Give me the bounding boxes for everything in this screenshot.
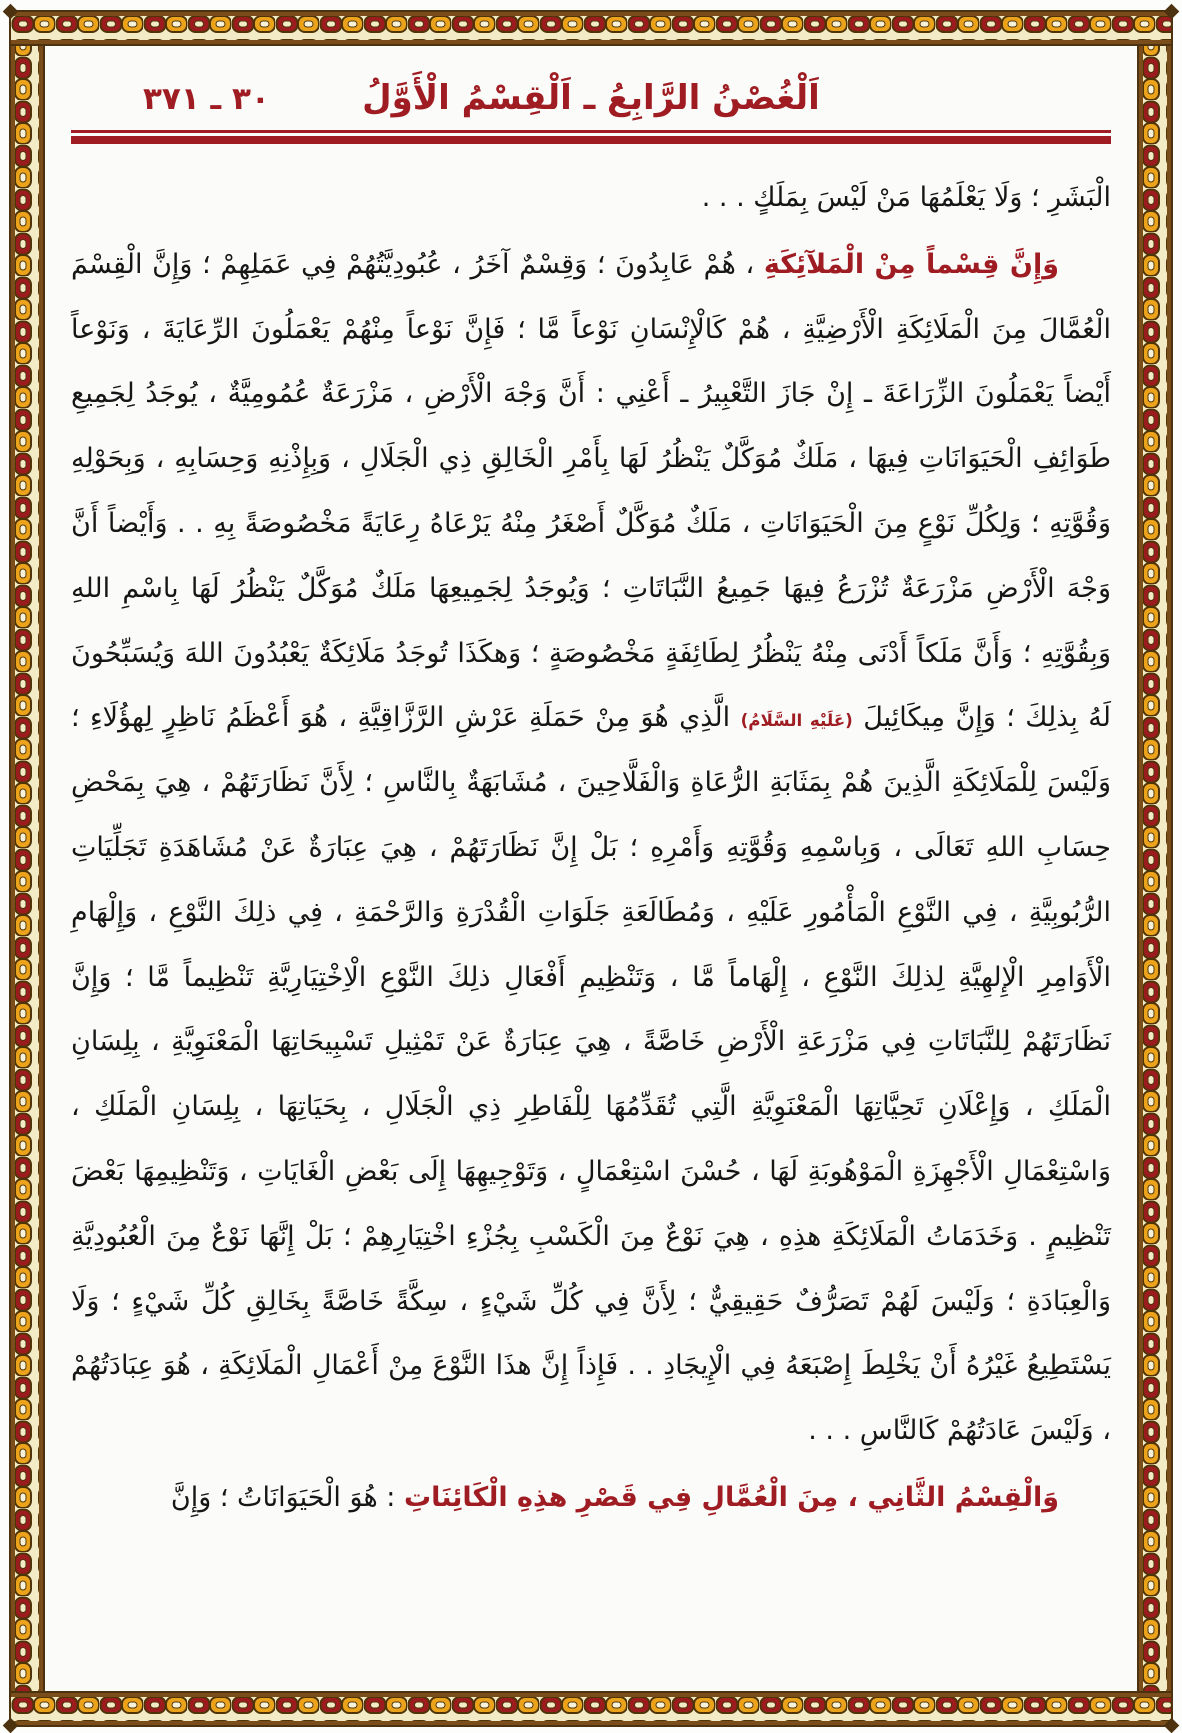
ornamental-border-left [9,10,45,1727]
text-segment: ، هُمْ عَابِدُونَ ؛ وَقِسْمٌ آخَرُ ، عُبُودِيَّتُهُمْ فِي عَمَلِهِمْ ؛ وَإِنَّ الْقِسْمَ الْعُمَّالَ مِنَ الْمَلَائِكَةِ الْأَرْضِيَّةِ ، هُمْ كَالْإِنْسَانِ نَوْعاً مَّا ؛ فَإِنَّ نَوْعاً مِنْهُمْ يَعْمَلُونَ الرِّعَايَةَ ، وَنَوْعاً أَيْضاً يَعْمَلُونَ الزِّرَاعَةَ ـ إِنْ جَازَ التَّعْبِيرُ ـ أَعْنِي : أَنَّ وَجْهَ الْأَرْضِ ، مَزْرَعَةٌ عُمُومِيَّةٌ ، يُوجَدُ لِجَمِيعِ طَوَائِفِ الْحَيَوَانَاتِ فِيهَا ، مَلَكٌ مُوَكَّلٌ يَنْظُرُ لَهَا بِأَمْرِ الْخَالِقِ ذِي الْجَلَالِ ، وَبِإِذْنِهِ وَحِسَابِهِ ، وَبِحَوْلِهِ وَقُوَّتِهِ ؛ وَلِكُلِّ نَوْعٍ مِنَ الْحَيَوَانَاتِ ، مَلَكٌ مُوَكَّلٌ أَصْغَرُ مِنْهُ يَرْعَاهُ رِعَايَةً مَخْصُوصَةً بِهِ . . وَأَيْضاً أَنَّ وَجْهَ الْأَرْضِ مَزْرَعَةٌ تُزْرَعُ فِيهَا جَمِيعُ النَّبَاتَاتِ ؛ وَيُوجَدُ لِجَمِيعِهَا مَلَكٌ مُوَكَّلٌ يَنْظُرُ لَهَا بِاسْمِ اللهِ وَبِقُوَّتِهِ ؛ وَأَنَّ مَلَكاً أَدْنَى مِنْهُ يَنْظُرُ لِطَائِفَةٍ مَخْصُوصَةٍ ؛ وَهكَذَا تُوجَدُ مَلَائِكَةٌ يَعْبُدُونَ اللهَ وَيُسَبِّحُونَ لَهُ بِذلِكَ ؛ وَإِنَّ مِيكَائِيلَ [71,248,1111,734]
text-segment-red: وَالْقِسْمُ الثَّانِي ، مِنَ الْعُمَّالِ فِي قَصْرِ هذِهِ الْكَائِنَاتِ [403,1481,1059,1513]
text-segment-red: وَإِنَّ قِسْماً مِنْ الْمَلآئِكَةِ [763,248,1059,280]
text-segment: الْبَشَرِ ؛ وَلَا يَعْلَمُهَا مَنْ لَيْسَ بِمَلَكٍ . . . [701,182,1111,213]
text-segment: : هُوَ الْحَيَوَانَاتُ ؛ وَإِنَّ [170,1481,404,1513]
text-body [71,166,1111,1531]
header-rule-thick [71,136,1111,144]
page-content [45,46,1137,1691]
text-segment: الَّذِي هُوَ مِنْ حَمَلَةِ عَرْشِ الرَّزَّاقِيَّةِ ، هُوَ أَعْظَمُ نَاظِرٍ لِهؤُلَاءِ ؛ وَلَيْسَ لِلْمَلَائِكَةِ الَّذِينَ هُمْ بِمَثَابَةِ الرُّعَاةِ وَالْفَلَّاحِينَ ، مُشَابَهَةٌ بِالنَّاسِ ؛ لِأَنَّ نَظَارَتَهُمْ ، هِيَ بِمَحْضِ حِسَابِ اللهِ تَعَالَى ، وَبِاسْمِهِ وَقُوَّتِهِ وَأَمْرِهِ ؛ بَلْ إِنَّ نَظَارَتَهُمْ ، هِيَ عِبَارَةٌ عَنْ مُشَاهَدَةِ تَجَلِّيَاتِ الرُّبُوبِيَّةِ ، فِي النَّوْعِ الْمَأْمُورِ عَلَيْهِ ، وَمُطَالَعَةِ جَلَوَاتِ الْقُدْرَةِ وَالرَّحْمَةِ ، فِي ذلِكَ النَّوْعِ ، وَإِلْهَامِ الْأَوَامِرِ الْإِلهِيَّةِ لِذلِكَ النَّوْعِ ، إِلْهَاماً مَّا ، وَتَنْظِيمِ أَفْعَالِ ذلِكَ النَّوْعِ الْاِخْتِيَارِيَّةِ تَنْظِيماً مَّا ؛ وَإِنَّ نَظَارَتَهُمْ لِلنَّبَاتَاتِ فِي مَزْرَعَةِ الْأَرْضِ خَاصَّةً ، هِيَ عِبَارَةٌ عَنْ تَمْثِيلِ تَسْبِيحَاتِهَا الْمَعْنَوِيَّةِ ، بِلِسَانِ الْمَلَكِ ، وَإِعْلَانِ تَحِيَّاتِهَا الْمَعْنَوِيَّةِ الَّتِي تُقَدِّمُهَا لِلْفَاطِرِ ذِي الْجَلَالِ ، بِحَيَاتِهَا ، بِلِسَانِ الْمَلَكِ ، وَاسْتِعْمَالِ الْأَجْهِزَةِ الْمَوْهُوبَةِ لَهَا ، حُسْنَ اسْتِعْمَالٍ ، وَتَوْجِيهِهَا إِلَى بَعْضِ الْغَايَاتِ ، وَتَنْظِيمِهَا بَعْضَ تَنْظِيمٍ . وَخَدَمَاتُ الْمَلَائِكَةِ هذِهِ ، هِيَ نَوْعٌ مِنَ الْكَسْبِ بِجُزْءِ اخْتِيَارِهِمْ ؛ بَلْ إِنَّهَا نَوْعٌ مِنَ الْعُبُودِيَّةِ وَالْعِبَادَةِ ؛ وَلَيْسَ لَهُمْ تَصَرُّفٌ حَقِيقِيٌّ ؛ لِأَنَّ فِي كُلِّ شَيْءٍ ، سِكَّةً خَاصَّةً بِخَالِقِ كُلِّ شَيْءٍ ؛ وَلَا يَسْتَطِيعُ غَيْرُهُ أَنْ يَخْلِطَ إِصْبَعَهُ فِي الْإِيجَادِ . . فَإِذاً إِنَّ هذَا النَّوْعَ مِنْ أَعْمَالِ الْمَلَائِكَةِ ، هُوَ عِبَادَتُهُمْ ، وَلَيْسَ عَادَتُهُمْ كَالنَّاسِ . . . [71,702,1111,1447]
paragraph [71,1466,1111,1531]
header-rule-thin [71,130,1111,133]
ornamental-border-right [1137,10,1173,1727]
page-header [71,78,1111,118]
ornamental-border-top [9,10,1173,46]
paragraph [71,233,1111,1464]
paragraph [71,166,1111,231]
page-title: اَلْغُصْنُ الرَّابِعُ ـ اَلْقِسْمُ الْأَوَّلُ [362,78,820,118]
ornamental-border-bottom [9,1691,1173,1727]
text-segment-honorific: (عَلَيْهِ السَّلَامُ) [740,710,853,731]
page-numbers: ٣٠ ـ ٣٧١ [143,81,270,117]
